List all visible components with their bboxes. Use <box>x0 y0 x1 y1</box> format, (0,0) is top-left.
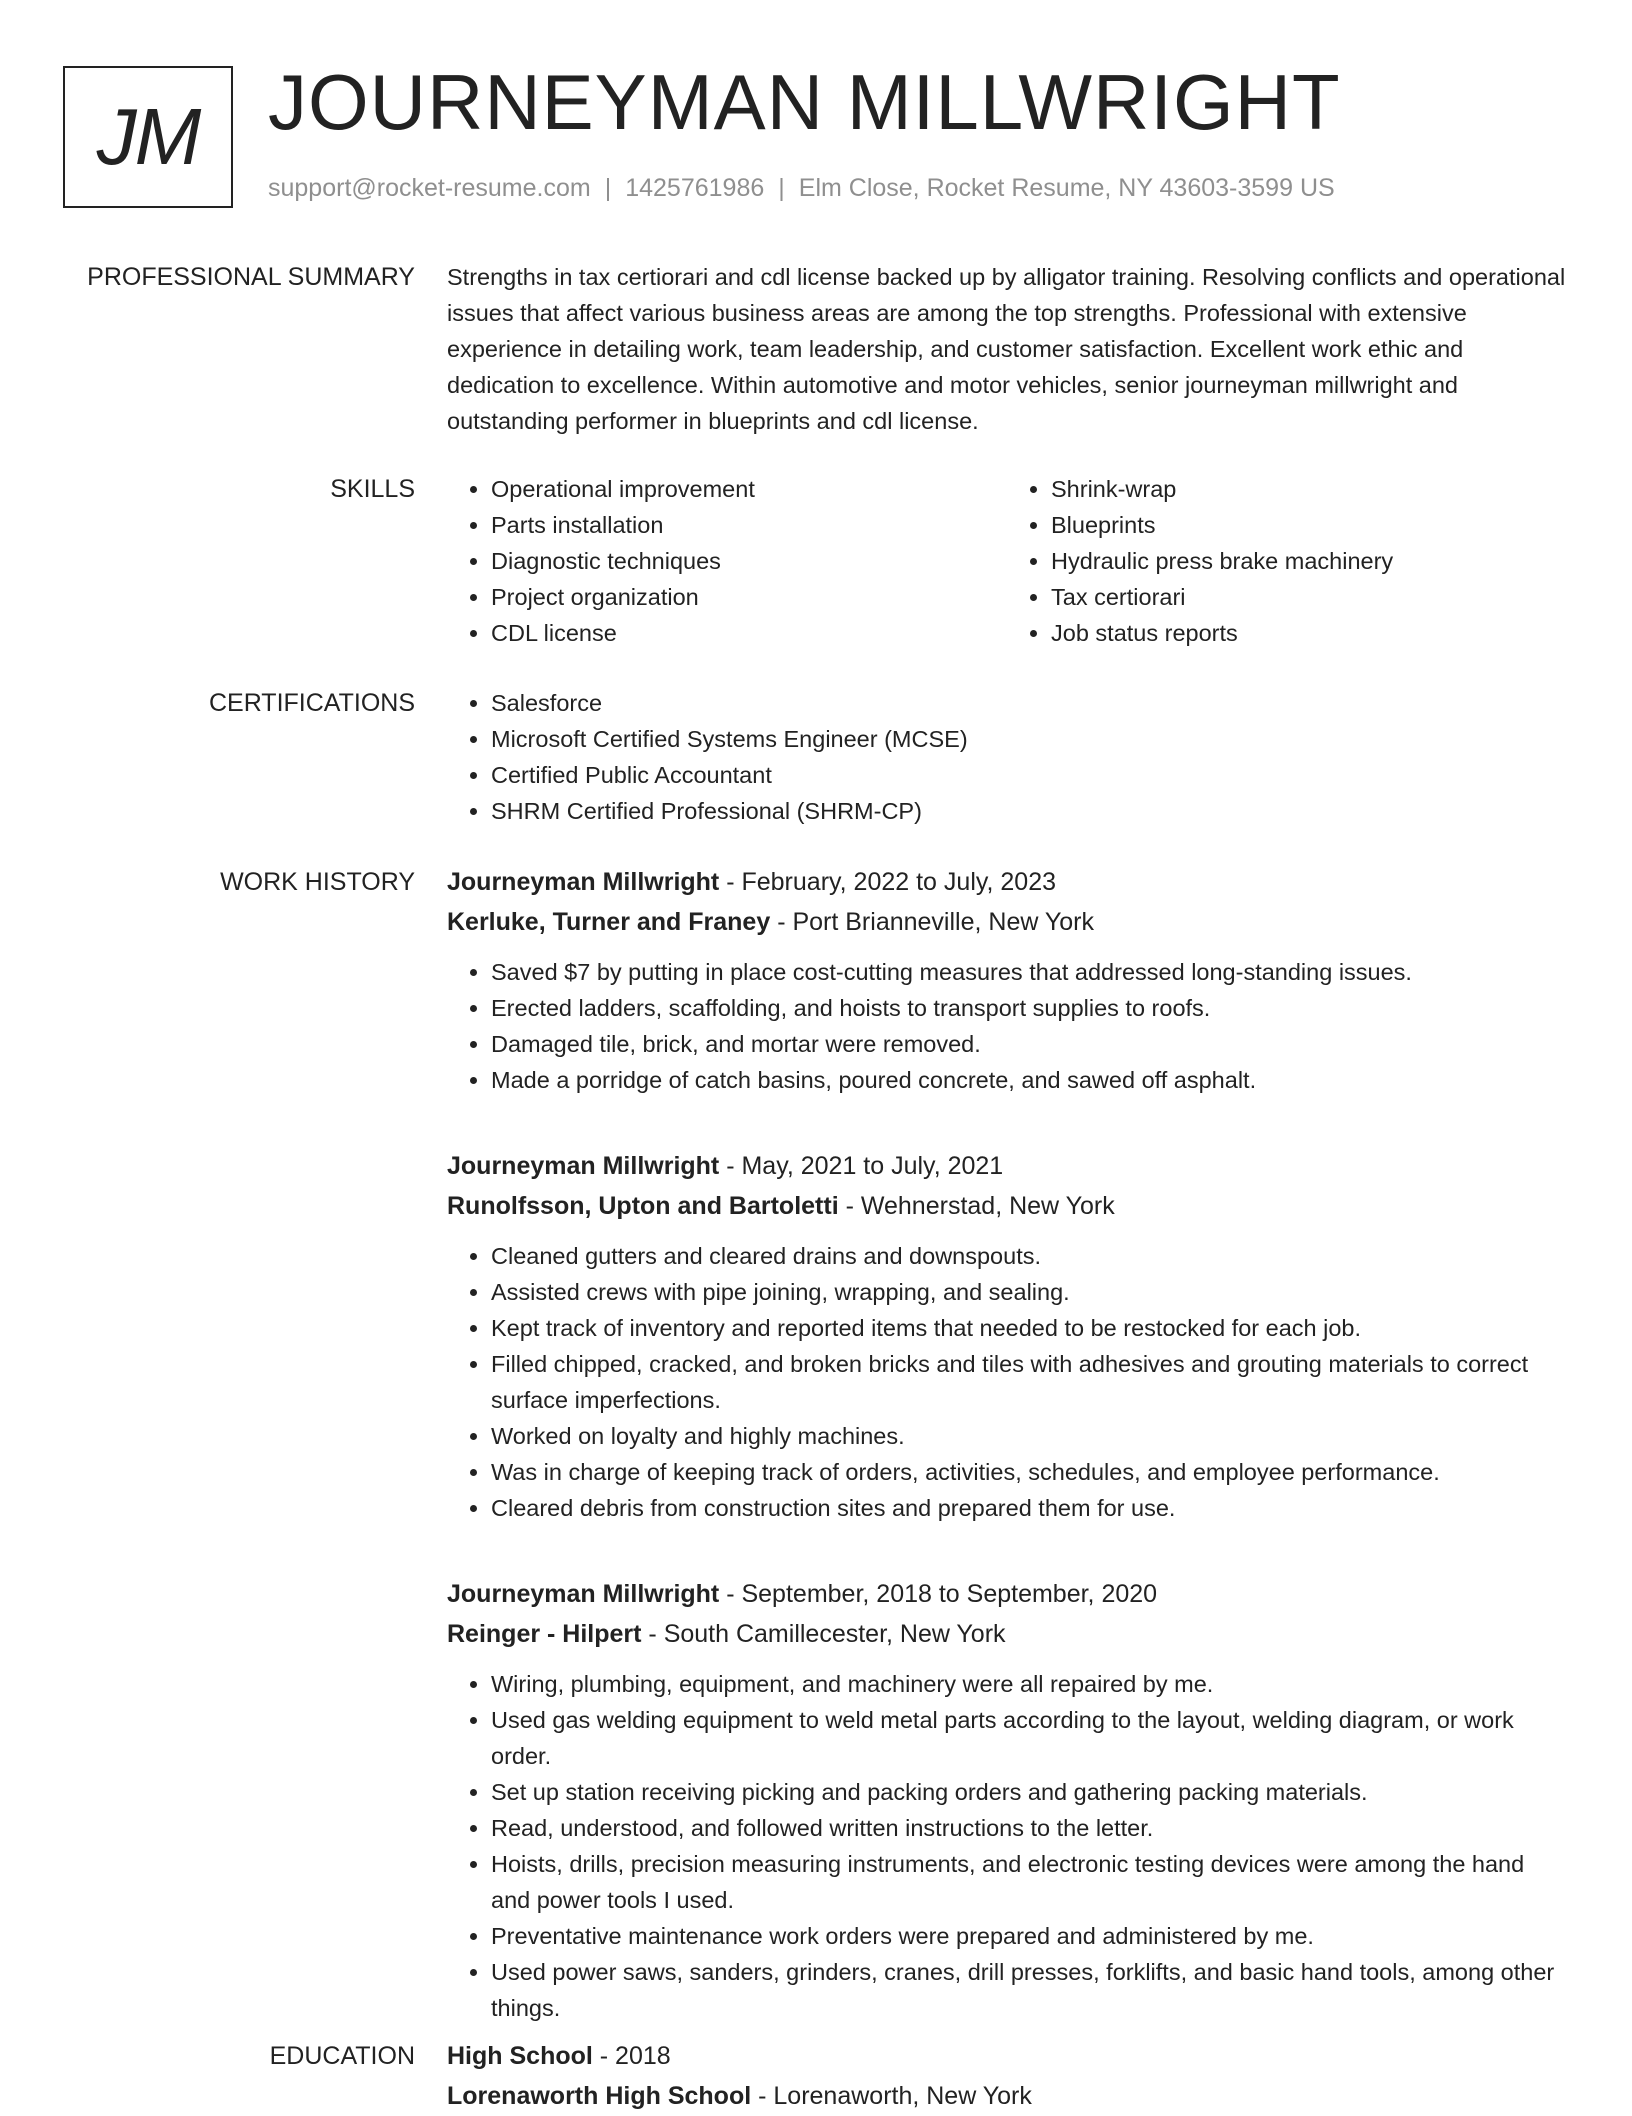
education-school: Lorenaworth High School <box>447 2082 752 2110</box>
summary-text: Strengths in tax certiorari and cdl license backed up by alligator training. Resolving conflicts and operational issues that affect various business areas are among the top strengths. Professional with extensive experience in detailing work, team leadership, and customer satisfaction. Excellent work ethic and dedication to excellence. Within automotive and motor vehicles, senior journeyman millwright and outstanding performer in blueprints and cdl license. <box>447 264 1566 434</box>
job-bullet: • Erected ladders, scaffolding, and hoists to transport supplies to roofs. <box>491 990 1567 1026</box>
job-bullet: • Saved $7 by putting in place cost-cutting measures that addressed long-standing issues. <box>491 954 1567 990</box>
job-company-line <box>447 1614 1567 1654</box>
skill-item: • Blueprints <box>1051 507 1567 543</box>
section-title-summary: PROFESSIONAL SUMMARY <box>87 263 415 291</box>
summary-body <box>447 259 1567 439</box>
education-school-line <box>447 2076 1567 2116</box>
skill-item: • Tax certiorari <box>1051 579 1567 615</box>
certification-item: • Microsoft Certified Systems Engineer (MCSE) <box>491 721 1567 757</box>
skill-item: • Shrink-wrap <box>1051 471 1567 507</box>
job-location: - Port Brianneville, New York <box>770 908 1095 936</box>
certification-item: • Salesforce <box>491 685 1567 721</box>
work-body <box>447 862 1567 2026</box>
monogram-initials: JM <box>96 92 200 181</box>
contact-separator: | <box>604 174 612 202</box>
job-dates: - February, 2022 to July, 2023 <box>719 868 1057 896</box>
job-bullet-list <box>447 954 1567 1098</box>
contact-separator: | <box>778 174 785 202</box>
job-bullet: • Worked on loyalty and highly machines. <box>491 1418 1567 1454</box>
section-title-certifications: CERTIFICATIONS <box>208 689 415 717</box>
job-bullet: • Filled chipped, cracked, and broken bricks and tiles with adhesives and grouting materials to correct surface imperfections. <box>491 1346 1567 1418</box>
job-entry <box>447 1574 1567 2026</box>
certifications-body <box>447 685 1567 829</box>
certifications-list <box>447 685 1567 829</box>
section-title-skills: SKILLS <box>330 475 415 503</box>
job-bullet: • Damaged tile, brick, and mortar were removed. <box>491 1026 1567 1062</box>
job-entry <box>447 1146 1567 1526</box>
contact-address: Elm Close, Rocket Resume, NY 43603-3599 US <box>798 174 1335 202</box>
job-bullet: • Used gas welding equipment to weld metal parts according to the layout, welding diagram, or work order. <box>491 1702 1567 1774</box>
education-location: - Lorenaworth, New York <box>751 2082 1032 2110</box>
job-role: Journeyman Millwright <box>447 868 720 896</box>
skills-list-left <box>447 471 1007 651</box>
job-location: - South Camillecester, New York <box>641 1620 1006 1648</box>
job-company: Kerluke, Turner and Franey <box>447 908 771 936</box>
job-bullet: • Read, understood, and followed written instructions to the letter. <box>491 1810 1567 1846</box>
education-year: - 2018 <box>592 2042 671 2070</box>
job-title-line <box>447 862 1567 902</box>
section-title-education: EDUCATION <box>269 2042 415 2070</box>
education-body <box>447 2036 1567 2116</box>
job-bullet: • Cleaned gutters and cleared drains and downspouts. <box>491 1238 1567 1274</box>
job-bullet-list <box>447 1666 1567 2026</box>
job-bullet: • Used power saws, sanders, grinders, cranes, drill presses, forklifts, and basic hand tools, among other things. <box>491 1954 1567 2026</box>
job-company-line <box>447 1186 1567 1226</box>
job-dates: - September, 2018 to September, 2020 <box>719 1580 1158 1608</box>
job-bullet: • Was in charge of keeping track of orders, activities, schedules, and employee performance. <box>491 1454 1567 1490</box>
certification-item: • SHRM Certified Professional (SHRM-CP) <box>491 793 1567 829</box>
skill-item: • Diagnostic techniques <box>491 543 1007 579</box>
skills-body <box>447 471 1567 651</box>
job-company: Reinger - Hilpert <box>447 1620 642 1648</box>
skills-list-right <box>1007 471 1567 651</box>
section-title-work: WORK HISTORY <box>220 868 415 896</box>
education-degree: High School <box>447 2042 593 2070</box>
job-dates: - May, 2021 to July, 2021 <box>719 1152 1004 1180</box>
job-bullet: • Preventative maintenance work orders were prepared and administered by me. <box>491 1918 1567 1954</box>
job-role: Journeyman Millwright <box>447 1152 720 1180</box>
job-bullet: • Set up station receiving picking and packing orders and gathering packing materials. <box>491 1774 1567 1810</box>
certification-item: • Certified Public Accountant <box>491 757 1567 793</box>
job-company-line <box>447 902 1567 942</box>
skill-item: • Hydraulic press brake machinery <box>1051 543 1567 579</box>
skill-item: • CDL license <box>491 615 1007 651</box>
skill-item: • Operational improvement <box>491 471 1007 507</box>
job-location: - Wehnerstad, New York <box>838 1192 1115 1220</box>
job-bullet: • Wiring, plumbing, equipment, and machinery were all repaired by me. <box>491 1666 1567 1702</box>
job-title-line <box>447 1146 1567 1186</box>
skill-item: • Project organization <box>491 579 1007 615</box>
job-company: Runolfsson, Upton and Bartoletti <box>447 1192 839 1220</box>
job-role: Journeyman Millwright <box>447 1580 720 1608</box>
job-title-line <box>447 1574 1567 1614</box>
education-degree-line <box>447 2036 1567 2076</box>
job-bullet: • Cleared debris from construction sites and prepared them for use. <box>491 1490 1567 1526</box>
job-entry <box>447 862 1567 1098</box>
contact-email: support@rocket-resume.com <box>268 174 591 202</box>
job-bullet: • Kept track of inventory and reported items that needed to be restocked for each job. <box>491 1310 1567 1346</box>
contact-phone: 1425761986 <box>625 174 765 202</box>
job-bullet: • Assisted crews with pipe joining, wrapping, and sealing. <box>491 1274 1567 1310</box>
monogram-box <box>63 66 233 208</box>
job-bullet: • Hoists, drills, precision measuring instruments, and electronic testing devices were among the hand and power tools I used. <box>491 1846 1567 1918</box>
skill-item: • Job status reports <box>1051 615 1567 651</box>
job-bullet: • Made a porridge of catch basins, poured concrete, and sawed off asphalt. <box>491 1062 1567 1098</box>
skill-item: • Parts installation <box>491 507 1007 543</box>
job-bullet-list <box>447 1238 1567 1526</box>
page-title: JOURNEYMAN MILLWRIGHT <box>268 58 1341 146</box>
contact-line <box>268 174 1335 203</box>
